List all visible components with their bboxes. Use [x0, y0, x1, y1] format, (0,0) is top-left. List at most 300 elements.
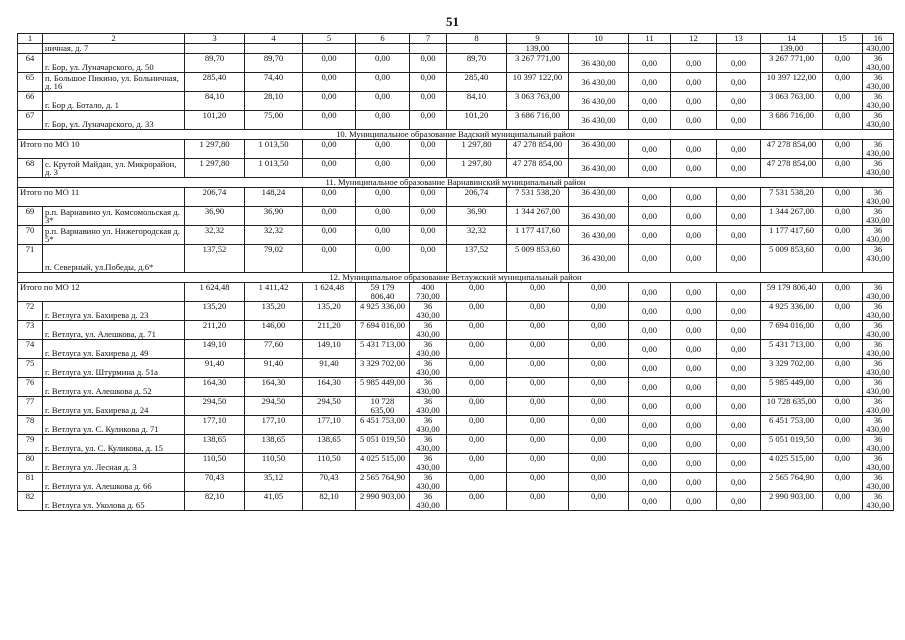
amount-cell: 177,10: [303, 416, 356, 435]
amount-cell: 36 430,00: [569, 188, 629, 207]
amount-cell: 1 297,80: [447, 140, 507, 159]
amount-cell: 70,43: [303, 473, 356, 492]
amount-cell: 4 925 336,00: [761, 302, 823, 321]
amount-cell: 36,90: [245, 207, 303, 226]
row-number: 79: [18, 435, 43, 454]
address-cell: ничная, д. 7: [43, 44, 185, 54]
amount-cell: 139,00: [761, 44, 823, 54]
amount-cell: 0,00: [507, 378, 569, 397]
amount-cell: 91,40: [245, 359, 303, 378]
amount-cell: 430,00: [863, 44, 894, 54]
amount-cell: [356, 44, 410, 54]
amount-cell: 6 451 753,00: [761, 416, 823, 435]
amount-cell: 36 430,00: [410, 435, 447, 454]
amount-cell: 0,00: [823, 397, 863, 416]
amount-cell: 0,00: [569, 359, 629, 378]
amount-cell: 36 430,00: [863, 226, 894, 245]
table-row: [18, 340, 894, 359]
amount-cell: 82,10: [185, 492, 245, 511]
amount-cell: 36 430,00: [863, 159, 894, 178]
amount-cell: 2 990 903,00: [761, 492, 823, 511]
subtotal-label: Итого по МО 10: [18, 140, 185, 159]
table-row: [18, 54, 894, 73]
amount-cell: 139,00: [507, 44, 569, 54]
amount-cell: 101,20: [447, 111, 507, 130]
amount-cell: 47 278 854,00: [507, 159, 569, 178]
amount-cell: 36,90: [447, 207, 507, 226]
amount-cell: 0,00: [671, 283, 717, 302]
amount-cell: 0,00: [507, 473, 569, 492]
column-header: 12: [671, 34, 717, 44]
amount-cell: 0,00: [823, 226, 863, 245]
amount-cell: 0,00: [629, 92, 671, 111]
amount-cell: 36 430,00: [863, 454, 894, 473]
section-header-row: [18, 130, 894, 140]
amount-cell: 0,00: [507, 416, 569, 435]
amount-cell: 0,00: [447, 378, 507, 397]
amount-cell: 0,00: [823, 454, 863, 473]
column-header-row: [18, 34, 894, 44]
amount-cell: 146,00: [245, 321, 303, 340]
amount-cell: 7 694 016,00: [761, 321, 823, 340]
amount-cell: 206,74: [447, 188, 507, 207]
amount-cell: 3 267 771,00: [507, 54, 569, 73]
table-row: [18, 302, 894, 321]
amount-cell: 36 430,00: [410, 397, 447, 416]
amount-cell: 0,00: [629, 140, 671, 159]
row-number: 72: [18, 302, 43, 321]
amount-cell: 0,00: [717, 159, 761, 178]
amount-cell: 0,00: [410, 226, 447, 245]
amount-cell: 0,00: [823, 302, 863, 321]
amount-cell: 82,10: [303, 492, 356, 511]
amount-cell: 0,00: [303, 188, 356, 207]
amount-cell: 0,00: [629, 359, 671, 378]
amount-cell: 1 624,48: [185, 283, 245, 302]
amount-cell: 0,00: [356, 226, 410, 245]
address-cell: г. Ветлуга ул. С. Куликова д. 71: [43, 416, 185, 435]
amount-cell: 0,00: [823, 492, 863, 511]
address-cell: г. Ветлуга ул. Уколова д. 65: [43, 492, 185, 511]
amount-cell: 135,20: [185, 302, 245, 321]
amount-cell: 0,00: [356, 245, 410, 273]
amount-cell: 0,00: [507, 283, 569, 302]
amount-cell: 0,00: [629, 207, 671, 226]
amount-cell: 1 177 417,60: [507, 226, 569, 245]
amount-cell: 36 430,00: [863, 435, 894, 454]
amount-cell: 3 063 763,00: [507, 92, 569, 111]
amount-cell: 0,00: [671, 140, 717, 159]
amount-cell: 0,00: [823, 159, 863, 178]
amount-cell: 0,00: [447, 492, 507, 511]
amount-cell: 0,00: [356, 159, 410, 178]
address-cell: р.п. Варнавино ул. Нижегородская д. 5*: [43, 226, 185, 245]
amount-cell: 0,00: [671, 54, 717, 73]
amount-cell: 47 278 854,00: [507, 140, 569, 159]
amount-cell: 0,00: [507, 359, 569, 378]
amount-cell: 0,00: [823, 111, 863, 130]
column-header: 9: [507, 34, 569, 44]
column-header: 14: [761, 34, 823, 44]
column-header: 1: [18, 34, 43, 44]
amount-cell: 36 430,00: [863, 416, 894, 435]
table-row: [18, 245, 894, 273]
amount-cell: 5 985 449,00: [356, 378, 410, 397]
row-number: 73: [18, 321, 43, 340]
amount-cell: 101,20: [185, 111, 245, 130]
address-cell: г. Бор, ул. Луначарского, д. 50: [43, 54, 185, 73]
amount-cell: 89,70: [245, 54, 303, 73]
row-number: 76: [18, 378, 43, 397]
amount-cell: [569, 44, 629, 54]
amount-cell: 36 430,00: [863, 54, 894, 73]
amount-cell: 79,02: [245, 245, 303, 273]
subtotal-row: [18, 140, 894, 159]
table-row: [18, 226, 894, 245]
amount-cell: 0,00: [671, 454, 717, 473]
amount-cell: 0,00: [823, 73, 863, 92]
amount-cell: 36 430,00: [410, 340, 447, 359]
amount-cell: 0,00: [356, 73, 410, 92]
amount-cell: 0,00: [823, 359, 863, 378]
amount-cell: 211,20: [185, 321, 245, 340]
amount-cell: 0,00: [447, 454, 507, 473]
row-number: 77: [18, 397, 43, 416]
amount-cell: 1 411,42: [245, 283, 303, 302]
amount-cell: 5 985 449,00: [761, 378, 823, 397]
amount-cell: 1 344 267,00: [761, 207, 823, 226]
amount-cell: 0,00: [569, 397, 629, 416]
table-body: [18, 34, 894, 511]
amount-cell: 5 009 853,60: [507, 245, 569, 273]
amount-cell: 0,00: [671, 92, 717, 111]
row-number: 66: [18, 92, 43, 111]
address-cell: г. Бор, ул. Луначарского, д. 33: [43, 111, 185, 130]
amount-cell: 10 728 635,00: [761, 397, 823, 416]
amount-cell: 1 297,80: [185, 140, 245, 159]
amount-cell: [629, 44, 671, 54]
amount-cell: 47 278 854,00: [761, 140, 823, 159]
amount-cell: 0,00: [823, 92, 863, 111]
amount-cell: 59 179 806,40: [761, 283, 823, 302]
amount-cell: 4 025 515,00: [356, 454, 410, 473]
row-number: 67: [18, 111, 43, 130]
amount-cell: 4 025 515,00: [761, 454, 823, 473]
amount-cell: 0,00: [629, 283, 671, 302]
amount-cell: 0,00: [629, 492, 671, 511]
amount-cell: 5 009 853,60: [761, 245, 823, 273]
amount-cell: 0,00: [303, 207, 356, 226]
column-header: 6: [356, 34, 410, 44]
address-cell: п. Большое Пикино, ул. Больничная, д. 16: [43, 73, 185, 92]
amount-cell: 32,32: [447, 226, 507, 245]
address-cell: с. Крутой Майдан, ул. Микрорайон, д. 3: [43, 159, 185, 178]
amount-cell: 0,00: [447, 473, 507, 492]
amount-cell: 1 624,48: [303, 283, 356, 302]
amount-cell: 0,00: [823, 473, 863, 492]
address-cell: г. Ветлуга ул. Штурмина д. 51а: [43, 359, 185, 378]
amount-cell: 0,00: [629, 416, 671, 435]
amount-cell: 0,00: [629, 111, 671, 130]
amount-cell: 0,00: [410, 111, 447, 130]
amount-cell: 0,00: [717, 245, 761, 273]
amount-cell: 74,40: [245, 73, 303, 92]
amount-cell: 0,00: [717, 73, 761, 92]
row-number: 70: [18, 226, 43, 245]
amount-cell: 0,00: [569, 454, 629, 473]
amount-cell: 36 430,00: [863, 140, 894, 159]
amount-cell: 294,50: [303, 397, 356, 416]
amount-cell: 36,90: [185, 207, 245, 226]
amount-cell: 0,00: [303, 140, 356, 159]
page-number: 51: [446, 14, 459, 29]
amount-cell: 36 430,00: [410, 359, 447, 378]
amount-cell: 89,70: [185, 54, 245, 73]
amount-cell: 77,60: [245, 340, 303, 359]
amount-cell: 1 013,50: [245, 140, 303, 159]
amount-cell: 0,00: [823, 321, 863, 340]
amount-cell: 5 051 019,50: [356, 435, 410, 454]
amount-cell: 0,00: [671, 159, 717, 178]
amount-cell: 0,00: [303, 73, 356, 92]
table-row: [18, 435, 894, 454]
amount-cell: 149,10: [185, 340, 245, 359]
column-header: 16: [863, 34, 894, 44]
amount-cell: 0,00: [356, 207, 410, 226]
amount-cell: 36 430,00: [863, 340, 894, 359]
amount-cell: 0,00: [671, 73, 717, 92]
amount-cell: 294,50: [245, 397, 303, 416]
section-header-row: [18, 178, 894, 188]
amount-cell: [245, 44, 303, 54]
amount-cell: 0,00: [569, 473, 629, 492]
amount-cell: 36 430,00: [863, 321, 894, 340]
amount-cell: 0,00: [447, 359, 507, 378]
amount-cell: 0,00: [823, 54, 863, 73]
amount-cell: [823, 44, 863, 54]
amount-cell: 177,10: [185, 416, 245, 435]
amount-cell: 0,00: [356, 188, 410, 207]
amount-cell: 36 430,00: [569, 73, 629, 92]
amount-cell: 137,52: [185, 245, 245, 273]
amount-cell: 0,00: [717, 54, 761, 73]
amount-cell: 0,00: [823, 245, 863, 273]
amount-cell: 84,10: [185, 92, 245, 111]
amount-cell: 0,00: [629, 188, 671, 207]
amount-cell: 36 430,00: [863, 378, 894, 397]
amount-cell: 0,00: [717, 111, 761, 130]
amount-cell: 0,00: [303, 111, 356, 130]
amount-cell: 36 430,00: [569, 111, 629, 130]
subtotal-label: Итого по МО 11: [18, 188, 185, 207]
row-number: 71: [18, 245, 43, 273]
address-cell: г. Ветлуга, ул. Алешкова, д. 71: [43, 321, 185, 340]
table-row: [18, 111, 894, 130]
amount-cell: 36 430,00: [410, 416, 447, 435]
amount-cell: 6 451 753,00: [356, 416, 410, 435]
amount-cell: 0,00: [629, 397, 671, 416]
table-row: [18, 359, 894, 378]
address-cell: г. Ветлуга ул. Алешкова д. 66: [43, 473, 185, 492]
amount-cell: 10 728 635,00: [356, 397, 410, 416]
amount-cell: 36 430,00: [410, 321, 447, 340]
amount-cell: 0,00: [629, 159, 671, 178]
row-number: 74: [18, 340, 43, 359]
amount-cell: 0,00: [356, 111, 410, 130]
amount-cell: 110,50: [185, 454, 245, 473]
subtotal-label: Итого по МО 12: [18, 283, 185, 302]
amount-cell: 164,30: [303, 378, 356, 397]
table-row: [18, 416, 894, 435]
amount-cell: 0,00: [569, 435, 629, 454]
amount-cell: 0,00: [447, 435, 507, 454]
section-header-row: [18, 273, 894, 283]
amount-cell: 0,00: [629, 435, 671, 454]
amount-cell: 36 430,00: [863, 397, 894, 416]
amount-cell: 0,00: [671, 340, 717, 359]
section-title: 12. Муниципальное образование Ветлужский муниципальный район: [18, 273, 894, 283]
amount-cell: 164,30: [245, 378, 303, 397]
amount-cell: 36 430,00: [863, 111, 894, 130]
amount-cell: 89,70: [447, 54, 507, 73]
amount-cell: 36 430,00: [863, 207, 894, 226]
amount-cell: [671, 44, 717, 54]
amount-cell: 0,00: [303, 159, 356, 178]
amount-cell: 0,00: [410, 245, 447, 273]
amount-cell: 59 179 806,40: [356, 283, 410, 302]
amount-cell: 0,00: [569, 416, 629, 435]
amount-cell: 0,00: [507, 340, 569, 359]
amount-cell: 36 430,00: [863, 245, 894, 273]
table-row: [18, 207, 894, 226]
amount-cell: 36 430,00: [863, 492, 894, 511]
amount-cell: 10 397 122,00: [507, 73, 569, 92]
amount-cell: 0,00: [356, 140, 410, 159]
amount-cell: 0,00: [717, 397, 761, 416]
column-header: 8: [447, 34, 507, 44]
amount-cell: 32,32: [185, 226, 245, 245]
amount-cell: 0,00: [717, 435, 761, 454]
amount-cell: 0,00: [303, 226, 356, 245]
amount-cell: 36 430,00: [410, 302, 447, 321]
row-number: 81: [18, 473, 43, 492]
amount-cell: 0,00: [671, 226, 717, 245]
amount-cell: 0,00: [569, 340, 629, 359]
amount-cell: 1 297,80: [185, 159, 245, 178]
amount-cell: 0,00: [410, 54, 447, 73]
table-row: [18, 44, 894, 54]
row-number: 65: [18, 73, 43, 92]
subtotal-row: [18, 188, 894, 207]
amount-cell: 0,00: [671, 359, 717, 378]
amount-cell: 3 686 716,00: [761, 111, 823, 130]
amount-cell: 0,00: [569, 378, 629, 397]
amount-cell: 36 430,00: [569, 92, 629, 111]
amount-cell: 1 297,80: [447, 159, 507, 178]
amount-cell: 164,30: [185, 378, 245, 397]
table-row: [18, 473, 894, 492]
amount-cell: 28,10: [245, 92, 303, 111]
column-header: 5: [303, 34, 356, 44]
amount-cell: 0,00: [823, 416, 863, 435]
amount-cell: 0,00: [410, 140, 447, 159]
table-row: [18, 73, 894, 92]
amount-cell: 0,00: [507, 321, 569, 340]
amount-cell: 138,65: [245, 435, 303, 454]
amount-cell: 110,50: [303, 454, 356, 473]
table-row: [18, 397, 894, 416]
column-header: 10: [569, 34, 629, 44]
address-cell: г. Ветлуга ул. Бахирева д. 23: [43, 302, 185, 321]
amount-cell: 0,00: [823, 435, 863, 454]
amount-cell: 84,10: [447, 92, 507, 111]
amount-cell: 36 430,00: [863, 73, 894, 92]
amount-cell: 36 430,00: [569, 207, 629, 226]
amount-cell: 211,20: [303, 321, 356, 340]
amount-cell: 0,00: [507, 302, 569, 321]
amount-cell: 0,00: [671, 188, 717, 207]
amount-cell: 3 063 763,00: [761, 92, 823, 111]
amount-cell: 0,00: [717, 359, 761, 378]
amount-cell: 0,00: [629, 226, 671, 245]
amount-cell: 36 430,00: [863, 302, 894, 321]
amount-cell: 0,00: [629, 73, 671, 92]
table-row: [18, 378, 894, 397]
row-number: 80: [18, 454, 43, 473]
amount-cell: 285,40: [447, 73, 507, 92]
amount-cell: 0,00: [823, 207, 863, 226]
amount-cell: 41,05: [245, 492, 303, 511]
amount-cell: 36 430,00: [410, 454, 447, 473]
amount-cell: 0,00: [447, 321, 507, 340]
row-number: 82: [18, 492, 43, 511]
amount-cell: 0,00: [717, 378, 761, 397]
table-row: [18, 492, 894, 511]
amount-cell: 7 531 538,20: [507, 188, 569, 207]
amount-cell: 36 430,00: [410, 378, 447, 397]
column-header: 7: [410, 34, 447, 44]
amount-cell: [185, 44, 245, 54]
amount-cell: 135,20: [303, 302, 356, 321]
amount-cell: 0,00: [717, 454, 761, 473]
amount-cell: 36 430,00: [410, 492, 447, 511]
amount-cell: 0,00: [356, 54, 410, 73]
amount-cell: 0,00: [410, 159, 447, 178]
table-row: [18, 454, 894, 473]
amount-cell: 0,00: [671, 321, 717, 340]
amount-cell: 0,00: [823, 140, 863, 159]
amount-cell: 0,00: [447, 302, 507, 321]
amount-cell: 0,00: [823, 378, 863, 397]
amount-cell: 3 329 702,00: [356, 359, 410, 378]
amount-cell: 1 344 267,00: [507, 207, 569, 226]
amount-cell: 0,00: [569, 321, 629, 340]
amount-cell: [447, 44, 507, 54]
amount-cell: 0,00: [717, 207, 761, 226]
amount-cell: 0,00: [303, 92, 356, 111]
amount-cell: 36 430,00: [569, 245, 629, 273]
amount-cell: 36 430,00: [863, 188, 894, 207]
column-header: 11: [629, 34, 671, 44]
amount-cell: 0,00: [447, 397, 507, 416]
section-title: 11. Муниципальное образование Варнавинский муниципальный район: [18, 178, 894, 188]
address-cell: р.п. Варнавино ул. Комсомольская д. 3*: [43, 207, 185, 226]
section-title: 10. Муниципальное образование Вадский муниципальный район: [18, 130, 894, 140]
amount-cell: 400 730,00: [410, 283, 447, 302]
amount-cell: 0,00: [447, 283, 507, 302]
amount-cell: 36 430,00: [410, 473, 447, 492]
amount-cell: 0,00: [717, 302, 761, 321]
